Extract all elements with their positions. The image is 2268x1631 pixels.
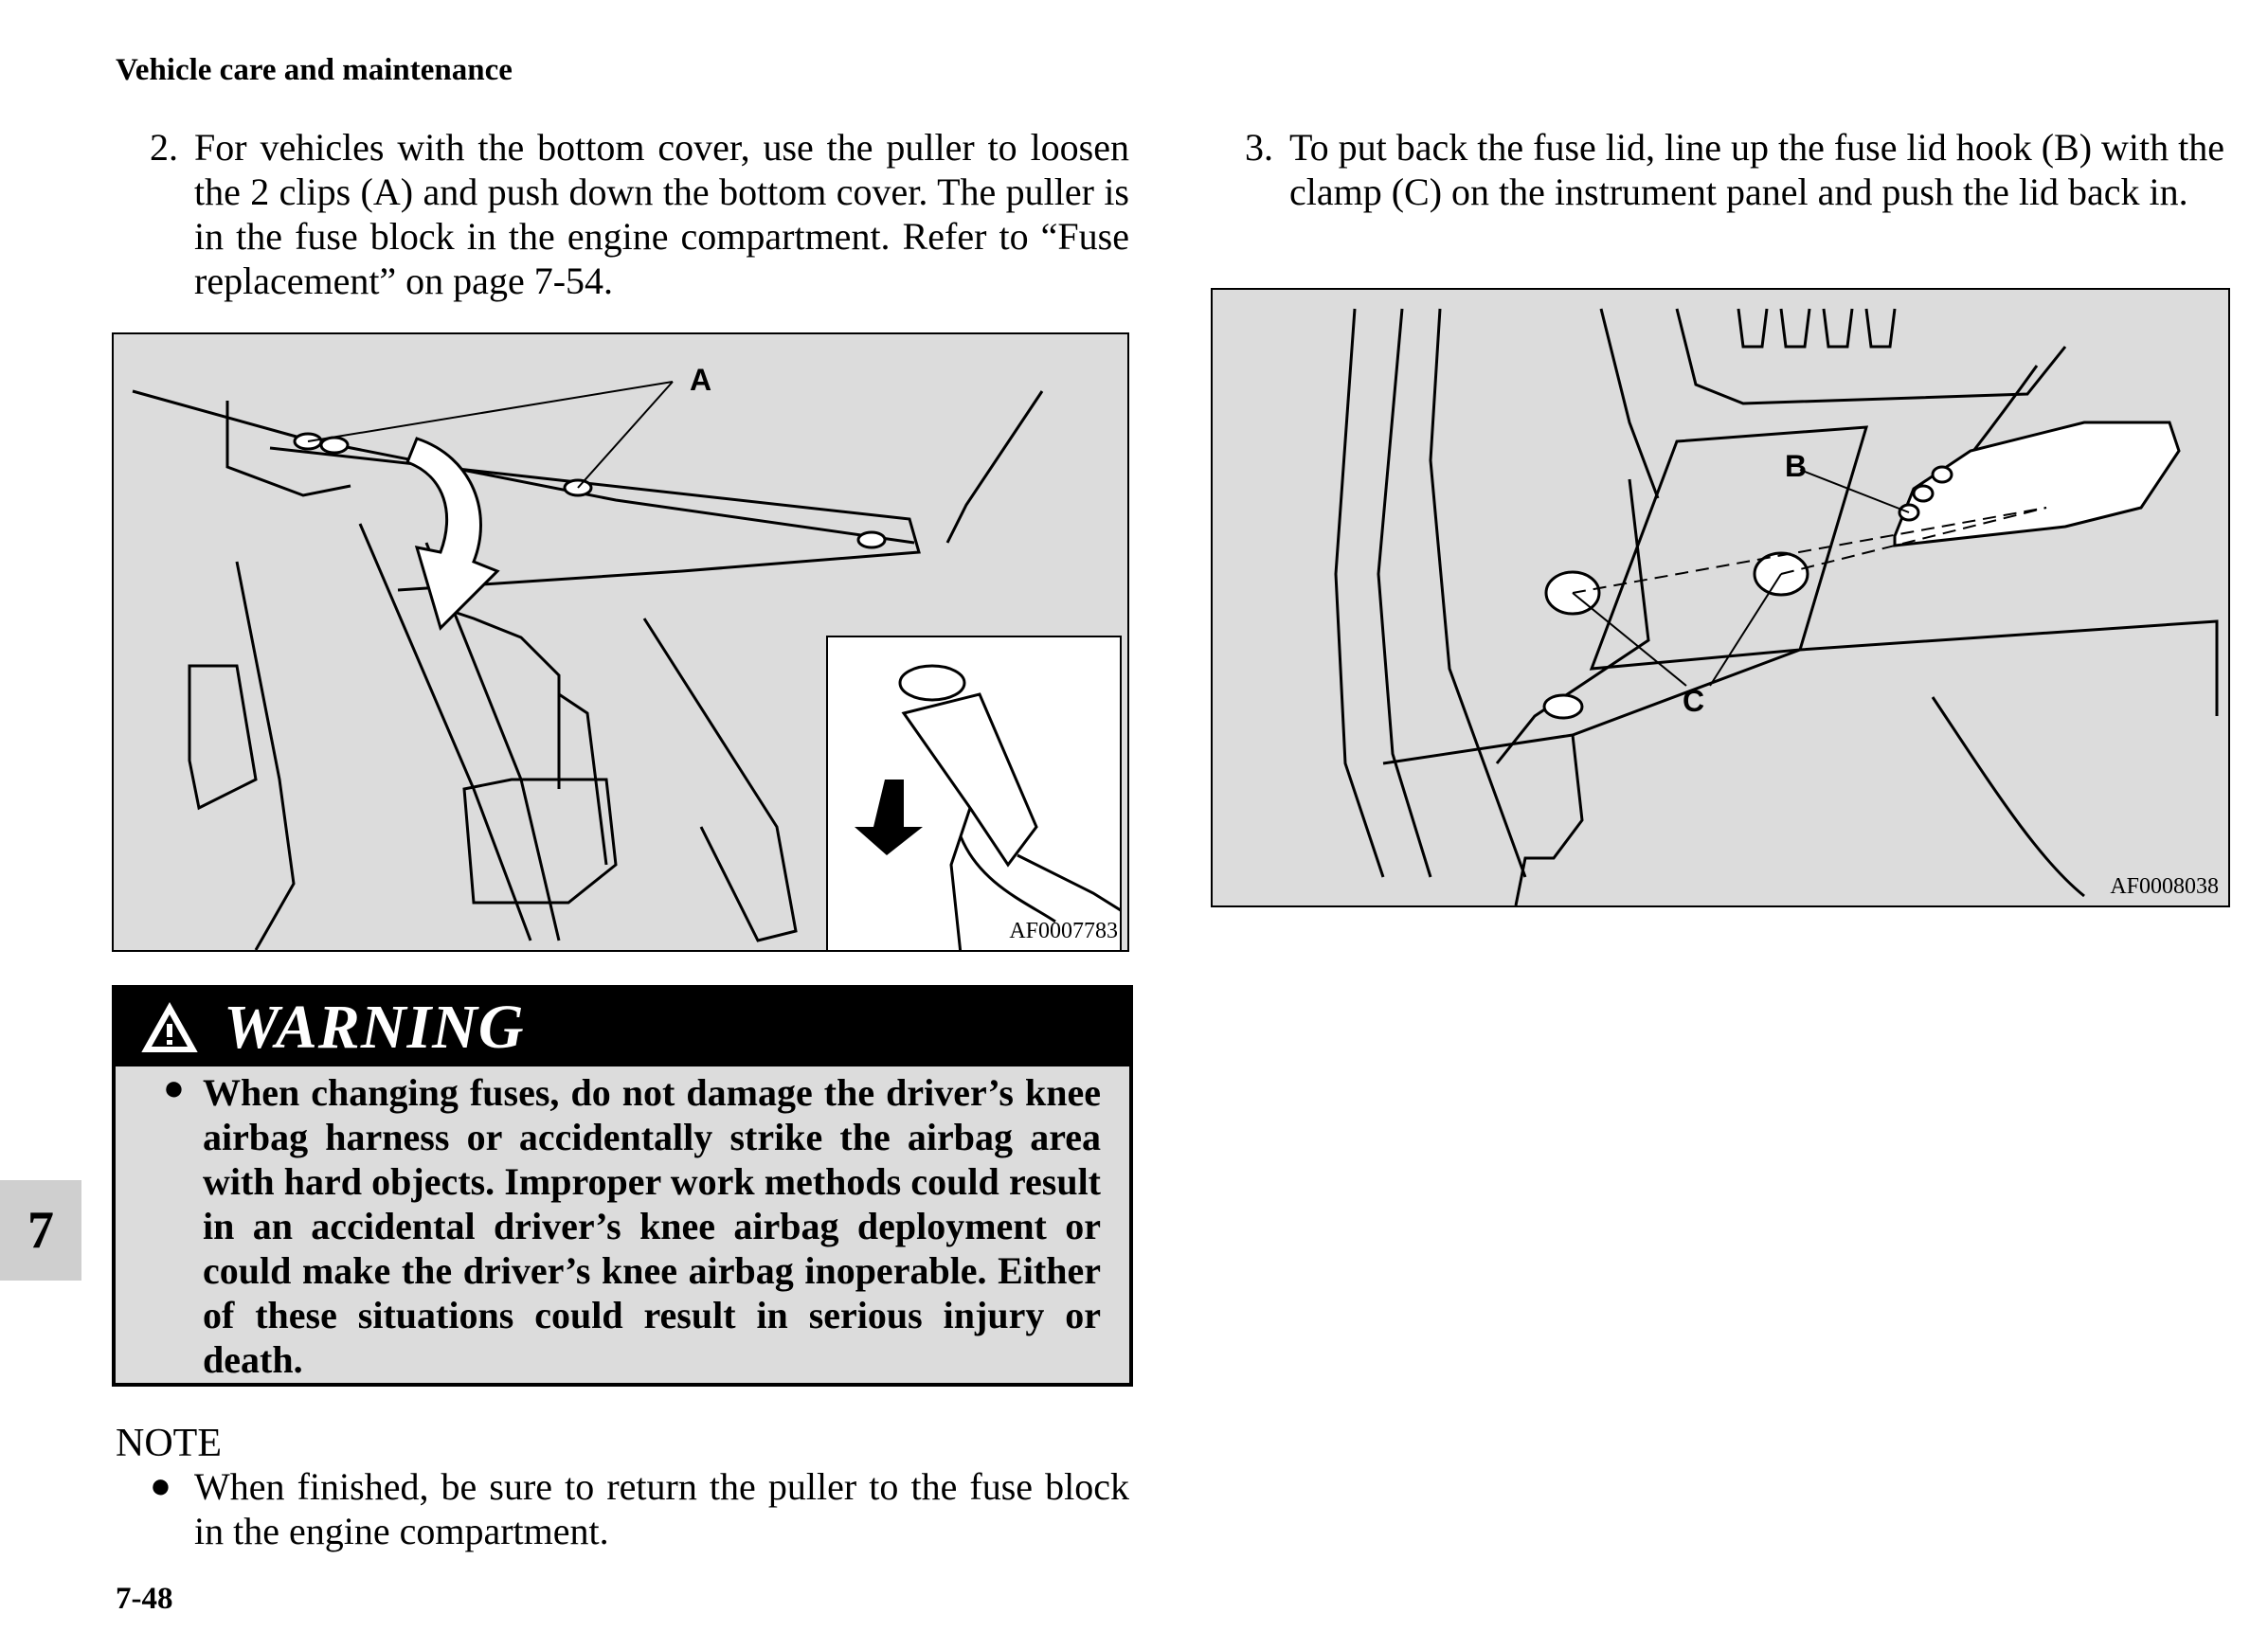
step-text: To put back the fuse lid, line up the fuse lid hook (B) with the clamp (C) on the instrument panel and push the lid back in. [1289,126,2225,213]
figure-code: AF0007783 [1009,919,1118,943]
callout-c: C [1683,684,1705,718]
fuse-lid-drawing [1213,290,2230,907]
warning-triangle-icon [140,1001,199,1054]
page-number: 7-48 [116,1582,173,1616]
note-item [150,1464,1129,1553]
puller-inset [826,636,1122,952]
warning-text-block [116,1066,1129,1382]
bullet-icon: ● [150,1466,171,1506]
warning-header [116,989,1129,1066]
chapter-tab: 7 [0,1180,81,1281]
warning-box [112,985,1133,1387]
callout-b: B [1785,449,1808,483]
figure-code: AF0008038 [2110,874,2219,899]
note-text: When finished, be sure to return the puller to the fuse block in the engine compartment. [194,1465,1129,1552]
step-number: 2. [150,126,178,169]
bullet-icon: ● [163,1068,185,1108]
step-number: 3. [1245,126,1273,169]
running-head: Vehicle care and maintenance [116,53,513,87]
bottom-cover-illustration [112,332,1129,952]
note-label: NOTE [116,1422,222,1465]
warning-text: When changing fuses, do not damage the driver’s knee airbag harness or accidentally strike the airbag area with hard objects. Improper work methods could result in an accidental driver’s knee airbag deployment or could make the driver’s knee airbag inoperable. Either of these situations could result in serious injury or death. [203,1071,1101,1381]
puller-drawing [828,637,1122,952]
step-text: For vehicles with the bottom cover, use the puller to loosen the 2 clips (A) and push down the bottom cover. The puller is in the fuse block in the engine compartment. Refer to “Fuse replacement” on page 7-54. [194,126,1129,302]
fuse-lid-illustration [1211,288,2230,907]
step-3 [1245,125,2224,214]
warning-title: WARNING [224,993,525,1062]
step-2 [150,125,1129,303]
callout-a: A [690,363,712,397]
